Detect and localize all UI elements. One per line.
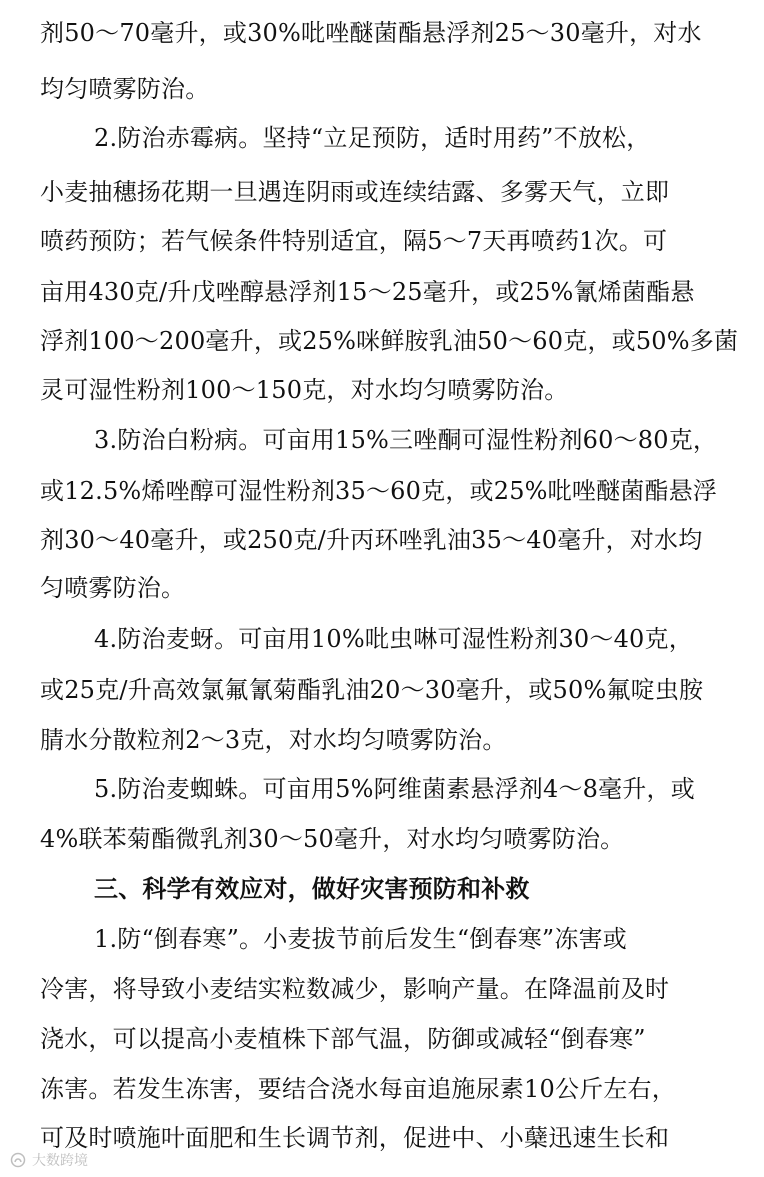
section-heading: 三、科学有效应对，做好灾害预防和补救 — [94, 875, 530, 903]
text-line-8: 灵可湿性粉剂100～150克，对水均匀喷雾防治。 — [40, 376, 569, 404]
text-line-21: 浇水，可以提高小麦植株下部气温，防御或减轻“倒春寒” — [40, 1025, 646, 1053]
text-line-13: 4.防治麦蚜。可亩用10%吡虫啉可湿性粉剂30～40克， — [94, 625, 693, 653]
text-line-11: 剂30～40毫升，或250克/升丙环唑乳油35～40毫升，对水均 — [40, 526, 703, 554]
text-line-23: 可及时喷施叶面肥和生长调节剂，促进中、小蘖迅速生长和 — [40, 1124, 670, 1152]
text-line-6: 亩用430克/升戊唑醇悬浮剂15～25毫升，或25%氰烯菌酯悬 — [40, 278, 695, 306]
text-line-22: 冻害。若发生冻害，要结合浇水每亩追施尿素10公斤左右， — [40, 1075, 676, 1103]
text-line-15: 腈水分散粒剂2～3克，对水均匀喷雾防治。 — [40, 726, 507, 754]
brand-logo-icon — [10, 1152, 26, 1168]
text-line-5: 喷药预防；若气候条件特别适宜，隔5～7天再喷药1次。可 — [40, 227, 668, 255]
text-line-1: 剂50～70毫升，或30%吡唑醚菌酯悬浮剂25～30毫升，对水 — [40, 19, 702, 47]
text-line-17: 4%联苯菊酯微乳剂30～50毫升，对水均匀喷雾防治。 — [40, 825, 625, 853]
text-line-2: 均匀喷雾防治。 — [40, 75, 210, 103]
text-line-19: 1.防“倒春寒”。小麦拔节前后发生“倒春寒”冻害或 — [94, 925, 627, 953]
text-line-3: 2.防治赤霉病。坚持“立足预防，适时用药”不放松， — [94, 124, 651, 152]
text-line-20: 冷害，将导致小麦结实粒数减少，影响产量。在降温前及时 — [40, 975, 670, 1003]
watermark — [10, 1150, 88, 1170]
text-line-9: 3.防治白粉病。可亩用15%三唑酮可湿性粉剂60～80克， — [94, 426, 718, 454]
text-line-4: 小麦抽穗扬花期一旦遇连阴雨或连续结露、多雾天气，立即 — [40, 178, 670, 206]
watermark-text: 大数跨境 — [32, 1153, 88, 1169]
text-line-10: 或12.5%烯唑醇可湿性粉剂35～60克，或25%吡唑醚菌酯悬浮 — [40, 477, 718, 505]
text-line-14: 或25克/升高效氯氟氰菊酯乳油20～30毫升，或50%氟啶虫胺 — [40, 676, 704, 704]
text-line-7: 浮剂100～200毫升，或25%咪鲜胺乳油50～60克，或50%多菌 — [40, 327, 739, 355]
text-line-12: 匀喷雾防治。 — [40, 574, 186, 602]
text-line-16: 5.防治麦蜘蛛。可亩用5%阿维菌素悬浮剂4～8毫升，或 — [94, 775, 695, 803]
